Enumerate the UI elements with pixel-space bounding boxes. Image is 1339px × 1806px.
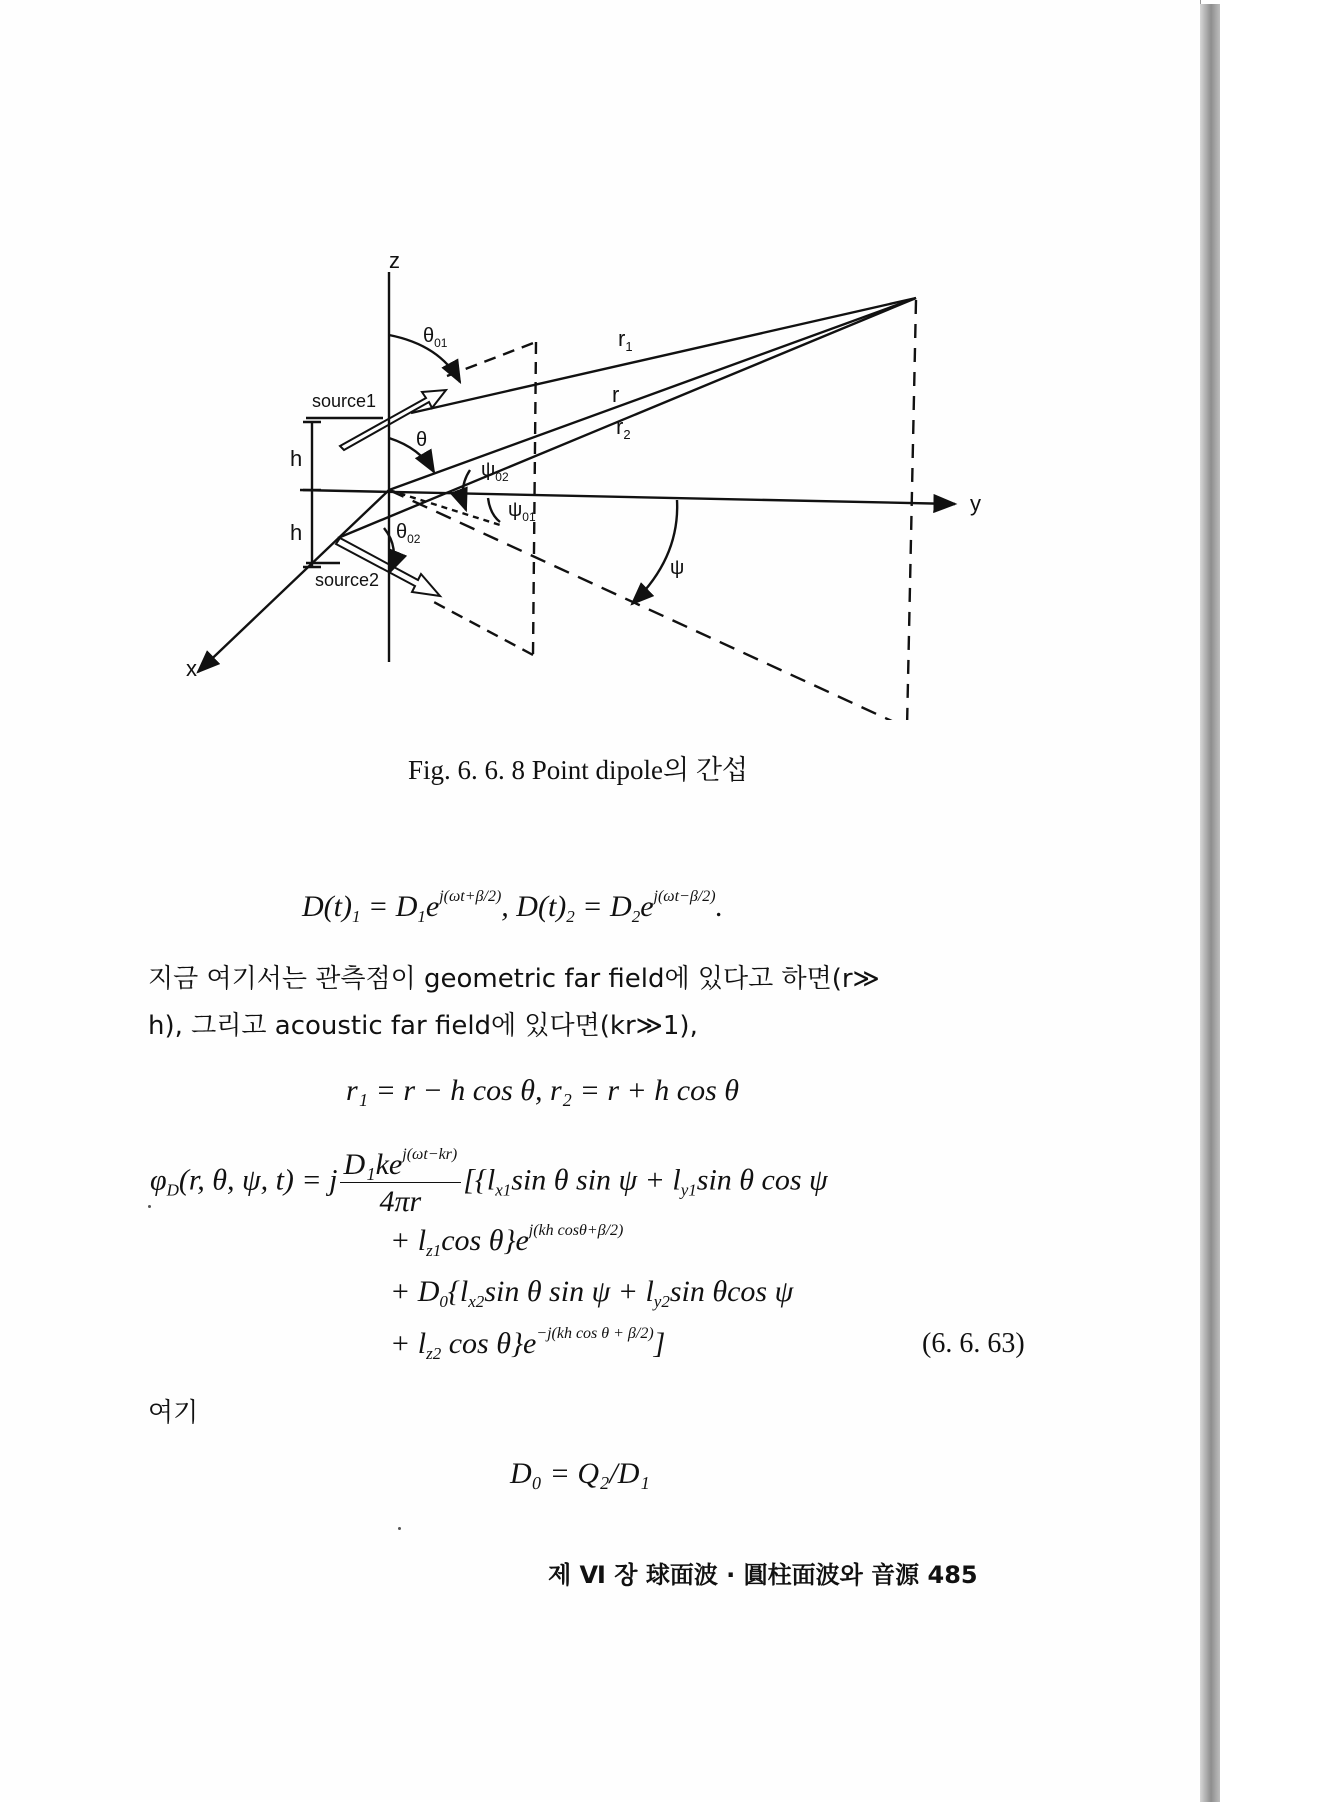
- ray-r1: [411, 298, 916, 413]
- psi01-label: $\psi_{01}$: [508, 499, 536, 524]
- psi-label: ψ: [670, 557, 685, 579]
- scan-speck: [148, 1205, 151, 1208]
- paragraph-line-2: h), 그리고 acoustic far field에 있다면(kr≫1),: [148, 1011, 698, 1041]
- equation-dt: $D(t)_1 = D_1e^{j(\omega t+\beta/2)}$, $D(t)_2 = D_2e^{j(\omega t-\beta/2)}$.: [302, 888, 724, 926]
- r-label: r: [612, 382, 620, 407]
- source2-label: source2: [315, 570, 380, 590]
- dashed-plane-right: [533, 342, 536, 655]
- equation-phi-line-3: + $D_0\{l_{x2}\sin$ θ $\sin \psi + l_{y2}\sin$ θcos ψ: [390, 1275, 794, 1311]
- r2-label: $r_2$: [616, 414, 631, 442]
- equation-phi-line-2: + $l_{z1}\cos$ $\theta\}e^{j(kh cos\theta+\beta/2)}$: [390, 1222, 624, 1260]
- far-vertical-dashed: [907, 300, 916, 720]
- h-label-upper: h: [290, 446, 303, 471]
- psi01-arc: [488, 498, 500, 522]
- x-axis-label: x: [186, 656, 197, 681]
- psi-arc: [632, 500, 677, 604]
- y-axis: [300, 490, 955, 504]
- r1-label: $r_1$: [618, 326, 633, 354]
- page-edge-shadow: [1200, 4, 1220, 1802]
- source1-label: source1: [312, 391, 377, 411]
- theta02-label: $\theta_{02}$: [396, 521, 421, 546]
- paragraph-line-1: 지금 여기서는 관측점이 geometric far field에 있다고 하면(r≫: [148, 964, 880, 994]
- theta-label: θ: [416, 429, 428, 451]
- equation-number: (6. 6. 63): [922, 1328, 1025, 1359]
- figure-caption: Fig. 6. 6. 8 Point dipole의 간섭: [408, 755, 749, 785]
- ground-dashed-line: [389, 490, 907, 720]
- equation-phi-line-1: $\varphi_D(r$, θ, ψ, t) = j $\frac{D_1ke^{j(\omega t-kr)}}{4\pi r}$ [{$l_{x1}\sin$ θ $\sin \psi + l_{y1}\sin$ θ cos ψ: [150, 1146, 828, 1218]
- psi02-arc: [463, 470, 470, 510]
- z-axis-label: z: [389, 248, 400, 273]
- page-footer: 제 Ⅵ 장 球面波 · 圓柱面波와 音源 485: [548, 1561, 978, 1589]
- equation-phi-line-4: + $l_{z2}$ $\cos \theta\}e^{-j(kh cos \theta + \beta/2)}$]: [390, 1325, 666, 1363]
- equation-d0: D₀ = Q₂/D₁: [510, 1457, 650, 1490]
- equation-r-relations: r₁ = r − h cos θ, r₂ = r + h cos θ: [346, 1074, 739, 1107]
- theta01-label: $\theta_{01}$: [423, 325, 448, 350]
- phi-fraction: $\frac{D_1ke^{j(\omega t-kr)}}{4\pi r}$: [340, 1146, 462, 1219]
- ray-r: [389, 298, 916, 490]
- dashed-plane-bottom: [430, 600, 533, 655]
- scan-speck-2: [398, 1527, 401, 1530]
- yeogi-label: 여기: [148, 1398, 199, 1428]
- theta-arc: [389, 438, 434, 472]
- h-label-lower: h: [290, 520, 303, 545]
- y-axis-label: y: [970, 491, 981, 516]
- dashed-plane-top: [447, 342, 536, 376]
- psi02-label: $\psi_{02}$: [481, 459, 509, 484]
- point-dipole-diagram: [150, 240, 1000, 720]
